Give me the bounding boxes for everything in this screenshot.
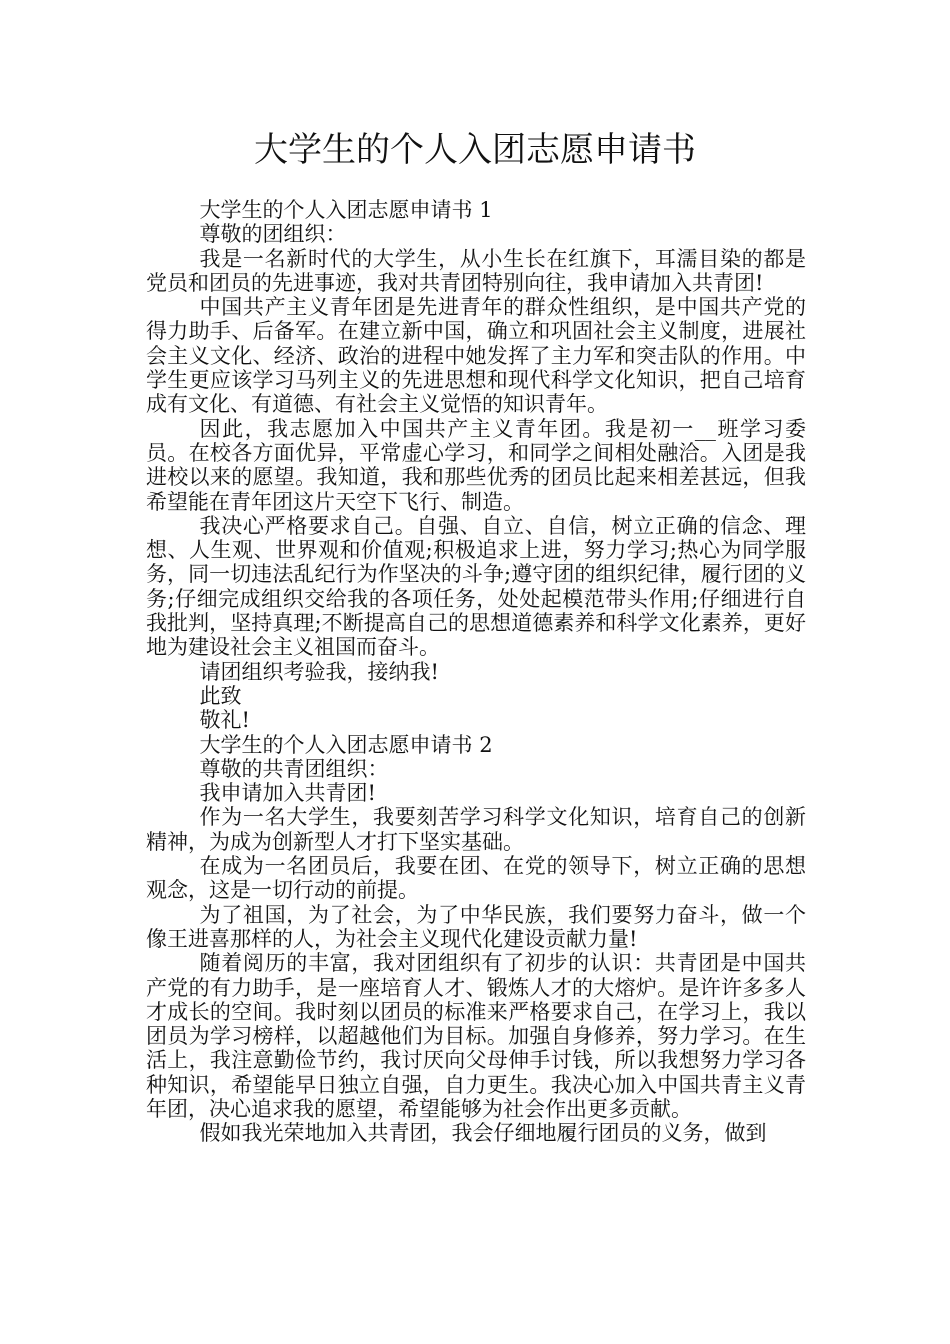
paragraph: 假如我光荣地加入共青团，我会仔细地履行团员的义务，做到 <box>199 1121 767 1146</box>
paragraph: 请团组织考验我，接纳我! <box>199 659 439 684</box>
paragraph: 为了祖国，为了社会，为了中华民族，我们要努力奋斗，做一个像王进喜那样的人，为社会主义现代化建设贡献力量! <box>146 902 806 951</box>
section-heading-2: 大学生的个人入团志愿申请书 2 <box>199 732 493 757</box>
salutation-2: 尊敬的共青团组织： <box>199 756 389 781</box>
paragraph: 我申请加入共青团! <box>199 781 376 806</box>
salutation-1: 尊敬的团组织： <box>199 222 347 247</box>
closing-line: 敬礼! <box>199 708 250 733</box>
paragraph: 在成为一名团员后，我要在团、在党的领导下，树立正确的思想观念，这是一切行动的前提。 <box>146 854 806 903</box>
section-heading-1: 大学生的个人入团志愿申请书 1 <box>199 198 493 222</box>
paragraph: 我决心严格要求自己。自强、自立、自信，树立正确的信念、理想、人生观、世界观和价值观;积极追求上进，努力学习;热心为同学服务，同一切违法乱纪行为作坚决的斗争;遵守团的组织纪律，履行团的义务;仔细完成组织交给我的各项任务，处处起模范带头作用;仔细进行自我批判，坚持真理;不断提高自己的思想道德素养和科学文化素养，更好地为建设社会主义祖国而奋斗。 <box>146 513 806 660</box>
paragraph: 随着阅历的丰富，我对团组织有了初步的认识：共青团是中国共产党的有力助手，是一座培育人才、锻炼人才的大熔炉。是许许多多人才成长的空间。我时刻以团员的标准来严格要求自己，在学习上，我以团员为学习榜样，以超越他们为目标。加强自身修养，努力学习。在生活上，我注意勤俭节约，我讨厌向父母伸手讨钱，所以我想努力学习各种知识，希望能早日独立自强，自力更生。我决心加入中国共青主义青年团，决心追求我的愿望，希望能够为社会作出更多贡献。 <box>146 951 806 1121</box>
document-title: 大学生的个人入团志愿申请书 <box>254 130 696 170</box>
closing-line: 此致 <box>199 683 242 708</box>
paragraph: 因此，我志愿加入中国共产主义青年团。我是初一__班学习委员。在校各方面优异，平常虚心学习，和同学之间相处融洽。入团是我进校以来的愿望。我知道，我和那些优秀的团员比起来相差甚远，但我希望能在青年团这片天空下飞行、制造。 <box>146 416 806 514</box>
document-body <box>146 198 806 1146</box>
paragraph: 我是一名新时代的大学生，从小生长在红旗下，耳濡目染的都是党员和团员的先进事迹，我对共青团特别向往，我申请加入共青团! <box>146 246 806 295</box>
paragraph: 作为一名大学生，我要刻苦学习科学文化知识，培育自己的创新精神，为成为创新型人才打下坚实基础。 <box>146 805 806 854</box>
paragraph: 中国共产主义青年团是先进青年的群众性组织，是中国共产党的得力助手、后备军。在建立新中国，确立和巩固社会主义制度，进展社会主义文化、经济、政治的进程中她发挥了主力军和突击队的作用。中学生更应该学习马列主义的先进思想和现代科学文化知识，把自己培育成有文化、有道德、有社会主义觉悟的知识青年。 <box>146 295 806 417</box>
